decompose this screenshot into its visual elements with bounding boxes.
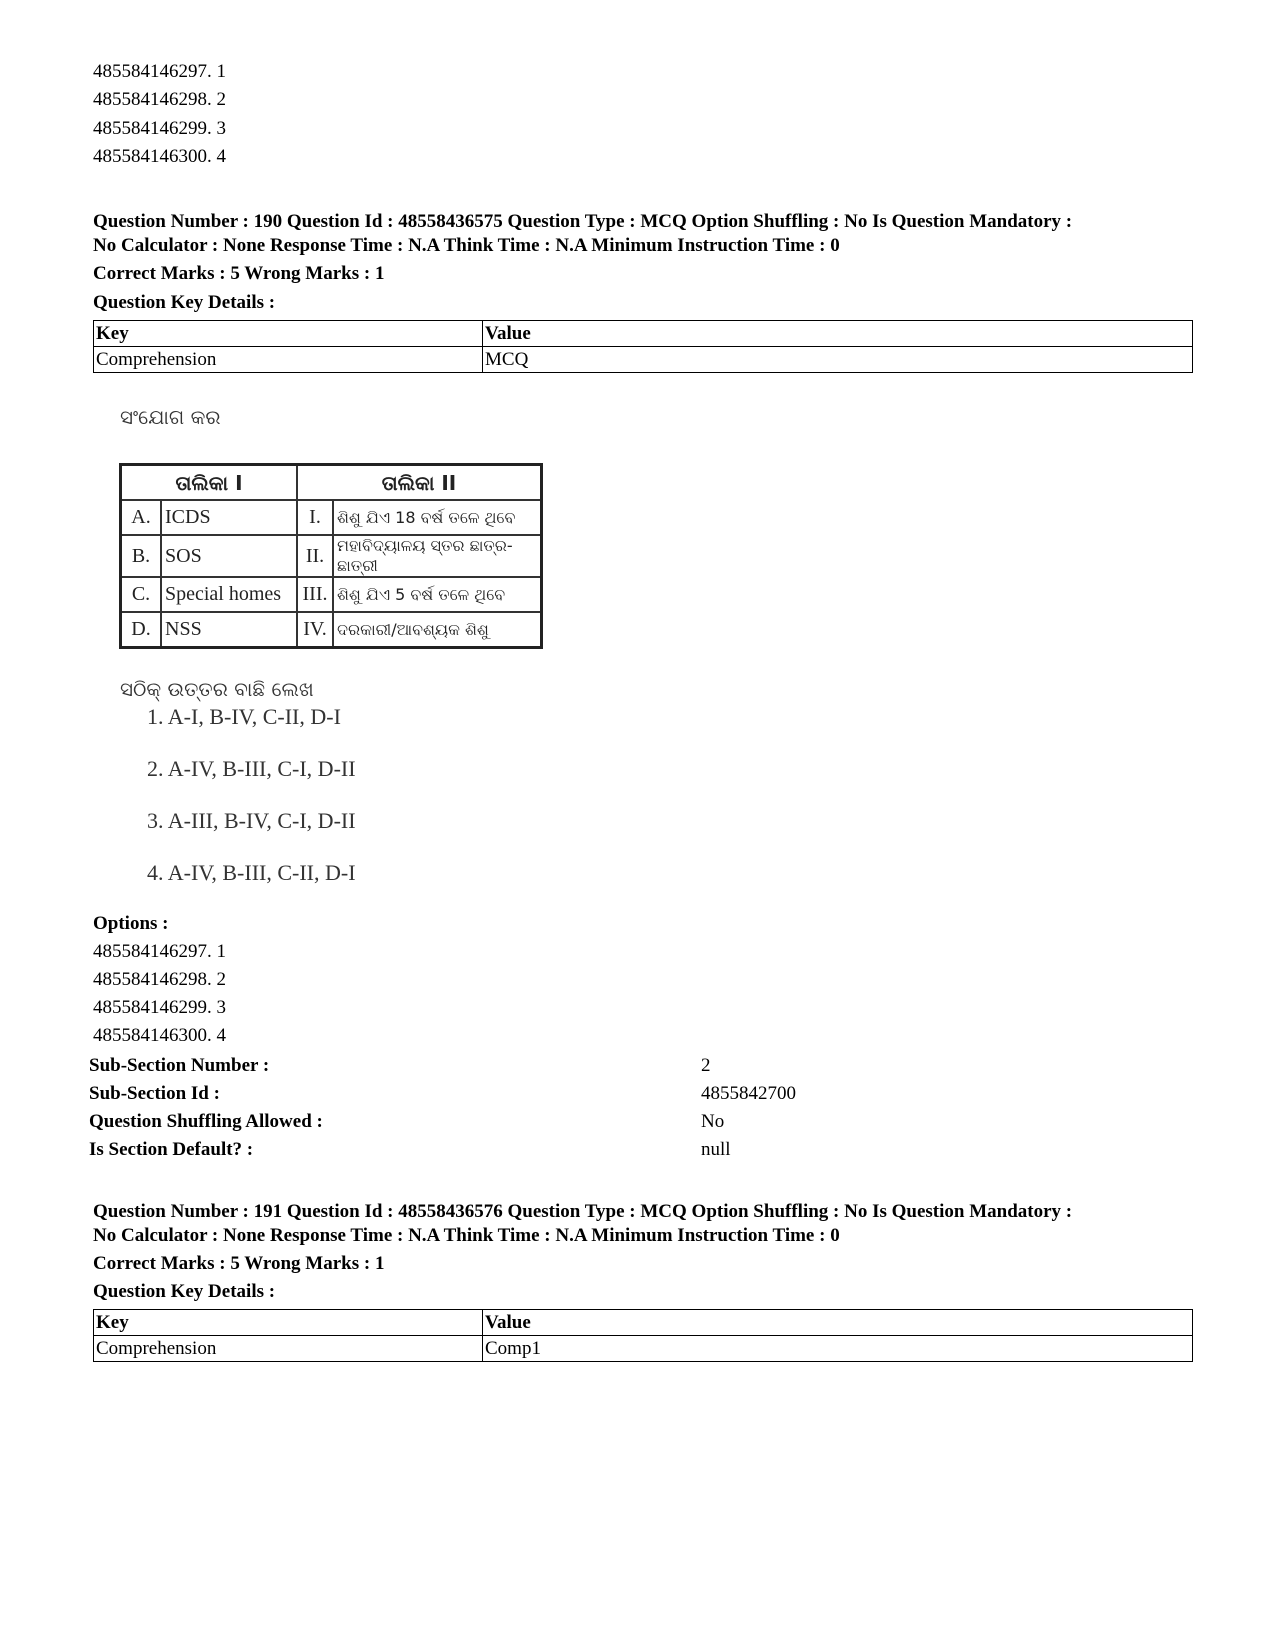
table-header-row [94, 1310, 1193, 1336]
table-row [94, 347, 1193, 373]
question-shuffling-value: No [701, 1111, 725, 1132]
table-header-row [94, 321, 1193, 347]
list-1-header: ତାଲିକା I [121, 465, 298, 501]
row-letter: D. [121, 612, 162, 648]
choice-4: 4. A-IV, B-III, C-II, D-I [147, 860, 356, 885]
match-row [121, 500, 542, 535]
value-cell: MCQ [483, 347, 1193, 373]
match-row [121, 535, 542, 577]
q191-header [93, 1200, 1193, 1248]
subsection-id-value: 4855842700 [701, 1083, 796, 1104]
row-item: NSS [161, 612, 297, 648]
match-table [119, 463, 543, 649]
row-item: Special homes [161, 577, 297, 612]
row-roman: IV. [297, 612, 333, 648]
q191-key-table [93, 1309, 1193, 1362]
top-option-1: 485584146297. 1 [93, 61, 226, 82]
value-cell: Comp1 [483, 1336, 1193, 1362]
match-row [121, 612, 542, 648]
match-row [121, 577, 542, 612]
q191-header-line2: No Calculator : None Response Time : N.A Think Time : N.A Minimum Instruction Time : 0 [93, 1225, 840, 1246]
row-description: ଶିଶୁ ଯିଏ 18 ବର୍ଷ ତଳେ ଥିବେ [333, 500, 542, 535]
options-label: Options : [93, 913, 169, 934]
key-cell: Comprehension [94, 347, 483, 373]
q190-key-table [93, 320, 1193, 373]
row-letter: C. [121, 577, 162, 612]
top-option-3: 485584146299. 3 [93, 118, 226, 139]
value-header: Value [483, 321, 1193, 347]
key-header: Key [94, 321, 483, 347]
q190-header-line1: Question Number : 190 Question Id : 48558436575 Question Type : MCQ Option Shuffling : No Is Question Mandatory : [93, 211, 1073, 232]
row-description: ମହାବିଦ୍ୟାଳୟ ସ୍ତର ଛାତ୍ର-ଛାତ୍ରୀ [333, 535, 542, 577]
subsection-number-value: 2 [701, 1055, 711, 1076]
list-2-header: ତାଲିକା II [297, 465, 542, 501]
choice-1: 1. A-I, B-IV, C-II, D-I [147, 704, 341, 729]
row-roman: II. [297, 535, 333, 577]
row-description: ଦରକାରୀ/ଆବଶ୍ୟକ ଶିଶୁ [333, 612, 542, 648]
section-default-value: null [701, 1139, 731, 1160]
q191-header-line1: Question Number : 191 Question Id : 48558436576 Question Type : MCQ Option Shuffling : No Is Question Mandatory : [93, 1201, 1073, 1222]
key-header: Key [94, 1310, 483, 1336]
question-image [110, 400, 630, 940]
q191-marks: Correct Marks : 5 Wrong Marks : 1 [93, 1253, 385, 1274]
q190-key-details-label: Question Key Details : [93, 292, 276, 313]
key-cell: Comprehension [94, 1336, 483, 1362]
row-roman: III. [297, 577, 333, 612]
option-3: 485584146299. 3 [93, 997, 226, 1018]
top-option-2: 485584146298. 2 [93, 89, 226, 110]
top-option-4: 485584146300. 4 [93, 146, 226, 167]
match-header-row [121, 465, 542, 501]
q190-header [93, 210, 1193, 258]
option-2: 485584146298. 2 [93, 969, 226, 990]
question-shuffling-label: Question Shuffling Allowed : [89, 1111, 323, 1132]
question-title: ସଂଯୋଗ କର [120, 405, 221, 429]
question-instruction: ସଠିକ୍ ଉତ୍ତର ବାଛି ଲେଖ [120, 677, 314, 701]
row-description: ଶିଶୁ ଯିଏ 5 ବର୍ଷ ତଳେ ଥିବେ [333, 577, 542, 612]
option-1: 485584146297. 1 [93, 941, 226, 962]
subsection-id-label: Sub-Section Id : [89, 1083, 220, 1104]
q191-key-details-label: Question Key Details : [93, 1281, 276, 1302]
row-letter: A. [121, 500, 162, 535]
q190-header-line2: No Calculator : None Response Time : N.A Think Time : N.A Minimum Instruction Time : 0 [93, 235, 840, 256]
subsection-number-label: Sub-Section Number : [89, 1055, 270, 1076]
row-item: ICDS [161, 500, 297, 535]
section-default-label: Is Section Default? : [89, 1139, 254, 1160]
q190-marks: Correct Marks : 5 Wrong Marks : 1 [93, 263, 385, 284]
row-item: SOS [161, 535, 297, 577]
choice-3: 3. A-III, B-IV, C-I, D-II [147, 808, 356, 833]
choice-2: 2. A-IV, B-III, C-I, D-II [147, 756, 356, 781]
option-4: 485584146300. 4 [93, 1025, 226, 1046]
value-header: Value [483, 1310, 1193, 1336]
row-letter: B. [121, 535, 162, 577]
table-row [94, 1336, 1193, 1362]
row-roman: I. [297, 500, 333, 535]
